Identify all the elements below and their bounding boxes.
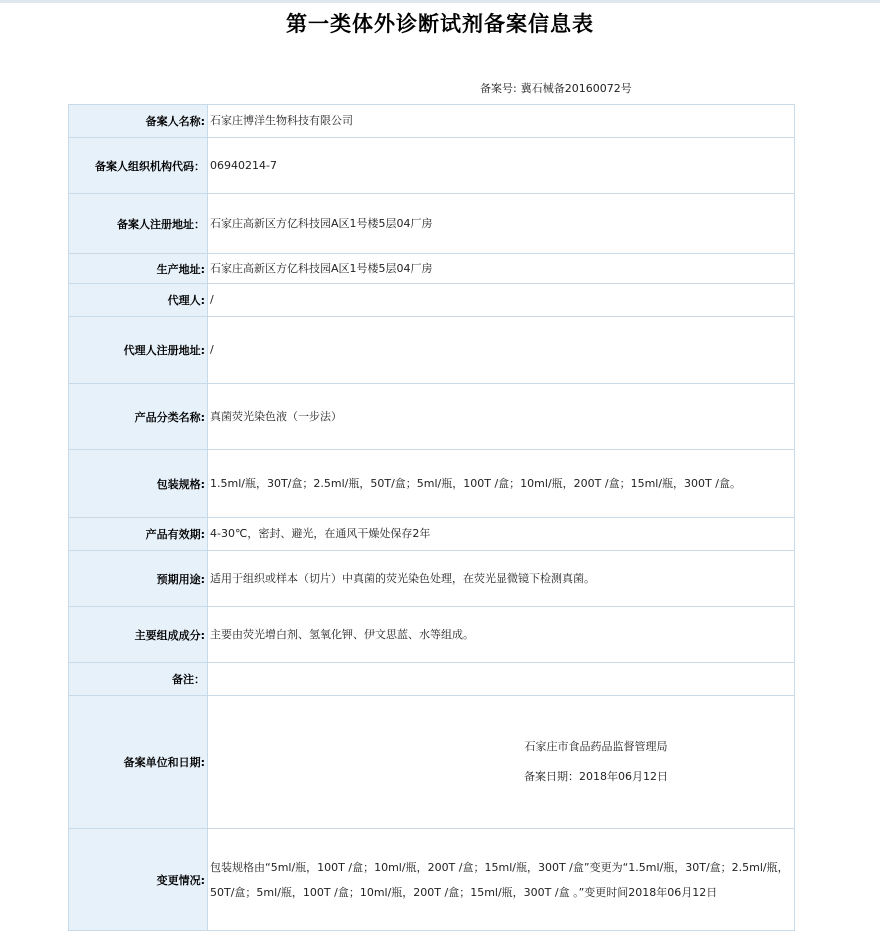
top-border (0, 0, 880, 3)
row-label: 备案人组织机构代码： (69, 138, 208, 194)
shelf-life-value: 4-30℃，密封、避光，在通风干燥处保存2年 (208, 518, 795, 551)
table-row (69, 450, 795, 518)
table-row (69, 551, 795, 607)
record-number (480, 80, 632, 96)
record-number-value: 冀石械备20160072号 (520, 82, 632, 95)
row-label: 代理人: (69, 284, 208, 317)
page-title: 第一类体外诊断试剂备案信息表 (286, 11, 594, 36)
table-row (69, 194, 795, 254)
row-label: 预期用途: (69, 551, 208, 607)
table-row (69, 607, 795, 663)
change-info-value: 包装规格由“5ml/瓶，100T /盒；10ml/瓶，200T /盒；15ml/瓶，300T /盒”变更为“1.5ml/瓶，30T/盒；2.5ml/瓶，50T/盒；5ml/瓶，100T /盒；10ml/瓶，200T /盒；15ml/瓶，300T /盒 。”变更时间2018年06月12日 (208, 829, 795, 931)
row-label: 代理人注册地址: (69, 317, 208, 384)
filing-unit-cell (208, 696, 795, 829)
table-row (69, 518, 795, 551)
row-label: 备案单位和日期: (69, 696, 208, 829)
row-label: 备注： (69, 663, 208, 696)
record-number-label: 备案号: (480, 82, 517, 95)
row-label: 变更情况: (69, 829, 208, 931)
row-label: 包装规格: (69, 450, 208, 518)
agent-address-value: / (208, 317, 795, 384)
table-row (69, 663, 795, 696)
row-label: 备案人注册地址： (69, 194, 208, 254)
agent-value: / (208, 284, 795, 317)
intended-use-value: 适用于组织或样本（切片）中真菌的荧光染色处理，在荧光显微镜下检测真菌。 (208, 551, 795, 607)
row-label: 产品分类名称: (69, 384, 208, 450)
production-address-value: 石家庄高新区方亿科技园A区1号楼5层04厂房 (208, 254, 795, 284)
table-row (69, 829, 795, 931)
table-row (69, 384, 795, 450)
table-row (69, 138, 795, 194)
remarks-value (208, 663, 795, 696)
row-label: 备案人名称: (69, 105, 208, 138)
table-row (69, 254, 795, 284)
row-label: 主要组成成分: (69, 607, 208, 663)
row-label: 产品有效期: (69, 518, 208, 551)
product-category-value: 真菌荧光染色液（一步法） (208, 384, 795, 450)
filer-name-value: 石家庄博洋生物科技有限公司 (208, 105, 795, 138)
row-label: 生产地址: (69, 254, 208, 284)
table-row (69, 317, 795, 384)
filing-date: 备案日期：2018年06月12日 (524, 770, 668, 783)
table-row (69, 696, 795, 829)
packaging-spec-value: 1.5ml/瓶，30T/盒；2.5ml/瓶，50T/盒；5ml/瓶，100T /盒；10ml/瓶，200T /盒；15ml/瓶，300T /盒。 (208, 450, 795, 518)
filing-agency: 石家庄市食品药品监督管理局 (524, 740, 668, 753)
info-table (68, 104, 795, 931)
registered-address-value: 石家庄高新区方亿科技园A区1号楼5层04厂房 (208, 194, 795, 254)
table-row (69, 284, 795, 317)
table-row (69, 105, 795, 138)
org-code-value: 06940214-7 (208, 138, 795, 194)
main-components-value: 主要由荧光增白剂、氢氧化钾、伊文思蓝、水等组成。 (208, 607, 795, 663)
